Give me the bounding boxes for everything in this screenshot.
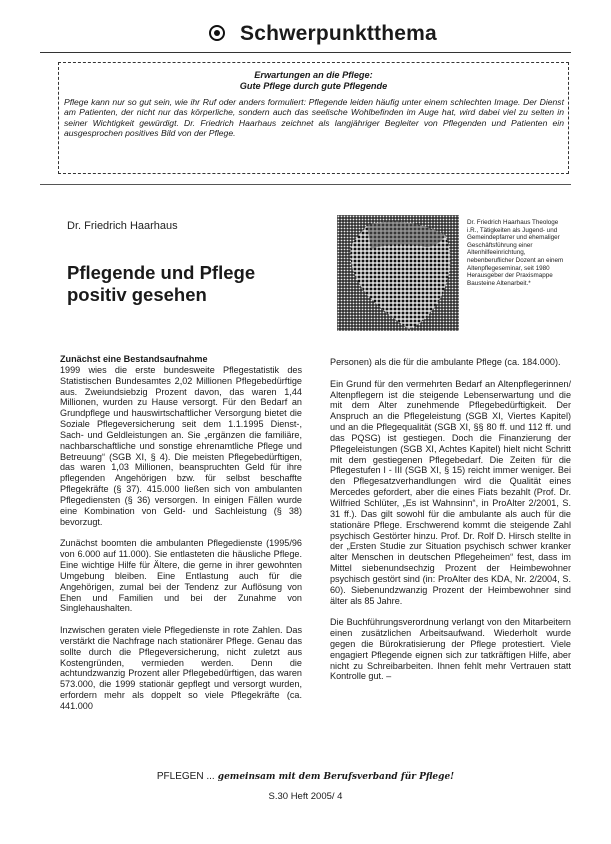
target-icon (209, 25, 225, 41)
subheading: Zunächst eine Bestandsaufnahme (60, 354, 208, 364)
section-title: Schwerpunktthema (240, 22, 437, 45)
intro-title-line2: Gute Pflege durch gute Pflegende (239, 81, 388, 91)
paragraph: 1999 wies die erste bundesweite Pflegestatistik des Statistischen Bundesamtes 2,02 Millionen Pflegebedürftige aus. Zweiundsiebzig Prozent davon, das waren 1,44 Millionen, wurden zu Hause versorgt. Für den Bedarf an Grundpflege und hauswirtschaftlicher Versorgung bietet die Soziale Pflegeversicherung seit dem 1.1.1995 Dienst-, Sach- und Geldleistungen an. Sie „ergänzen die familiäre, nachbarschaftliche und sonstige ehrenamtliche Pflege und Betreuung“ (SGB XI, § 4). Die meisten Pflegebedürftigen, das waren 1,03 Millionen, beanspruchten Geld für ihre pflegenden Angehörigen bzw. für selbst beschaffte Pflegekräfte (§ 37). 415.000 ließen sich von ambulanten Pflegediensten (§ 36) versorgen. In einigen Fällen wurde eine Kombination von Geld- und Sachleistung (§ 38) bevorzugt. (60, 364, 302, 527)
paragraph: Inzwischen geraten viele Pflegedienste in rote Zahlen. Das verstärkt die Nachfrage nach stationärer Pflege. Genau das sollte durch die Pflegeversicherung, nicht zuletzt aus Kostengründen, vermieden werden. Denn die achtundzwanzig Prozent aller Pflegebedürftigen, das waren 573.000, die 1999 stationär gepflegt und versorgt wurden, erfordern mehr als doppelt so viele Pflegekräfte (ca. 441.000 (60, 625, 302, 711)
author-name: Dr. Friedrich Haarhaus (67, 220, 178, 232)
column-left (60, 354, 302, 723)
footer-prefix: PFLEGEN ... (156, 771, 215, 782)
paragraph: Personen) als die für die ambulante Pflege (ca. 184.000). (330, 357, 561, 367)
photo-caption: Dr. Friedrich Haarhaus Theologe i.R., Tätigkeiten als Jugend- und Gemeindepfarrer und ehemaliger Geschäftsführung einer Altenhilfeeinrichtung, nebenberuflicher Dozent an einem Altenpflegeseminar, seit 1980 Herausgeber der Praxismappe Bausteine Altenarbeit.* (467, 219, 564, 287)
author-photo (337, 215, 459, 331)
page-number: S.30 Heft 2005/ 4 (268, 791, 343, 802)
header-rule (40, 52, 571, 53)
intro-rule (40, 184, 571, 185)
column-right (330, 357, 571, 693)
paragraph: Ein Grund für den vermehrten Bedarf an Altenpflegerinnen/ Altenpflegern ist die steigende Lebenserwartung und die mit dem Alter zunehmende Pflegebedürftigkeit. Der Anspruch an die Pflegeleistung (SGB XI, Viertes Kapitel) und an die Pflegequalität (SGB XI, §§ 80 ff. und 112 ff. und das PQSG) ist gestiegen. Doch die Finanzierung der Pflegeleistungen (SGB XI, Achtes Kapitel) hielt nicht Schritt mit dem gestiegenen Pflegebedarf. Die Zeiten für die Pflegestufen I - III (SGB XI, § 15) reicht immer weniger. Bei den Pflegesatzverhandlungen wird die Qualität eines Mercedes gefordert, aber die eines Fiats bezahlt (Prof. Dr. Wilfried Schlüter, „Es ist Wahnsinn“, in ProAlter 2/2001, S. 31 ff.). Das gilt sowohl für die ambulante als auch für die stationäre Pflege. Erschwerend kommt die steigende Zahl psychisch Gestörter hinzu. Prof. Dr. Rolf D. Hirsch stellte in der „Ersten Studie zur Situation psychisch schwer kranker alter Menschen in deutschen Pflegeheimen“ fest, dass im Mittel siebenundsechzig Prozent der Heimbewohner psychisch gestört sind (in: ProAlter des KDA, Nr. 2/2004, S. 60). Siebenundzwanzig Prozent der Heimbewohner sind älter als 85 Jahre. (330, 378, 571, 606)
paragraph: Die Buchführungsverordnung verlangt von den Mitarbeitern einen zusätzlichen Arbeitsaufwand. Wiederholt wurde gegen die Bürokratisierung der Pflege protestiert. Viele engagiert Pflegende eignen sich zur tatkräftigen Hilfe, aber nicht zu Schreibarbeiten. Ihnen fehlt mehr Vertrauen statt Kontrolle gut. – (330, 617, 571, 682)
footer-slogan (0, 771, 611, 782)
paragraph: Zunächst boomten die ambulanten Pflegedienste (1995/96 von 6.000 auf 11.000). Sie entlasteten die häusliche Pflege. Eine wichtige Hilfe für Ältere, die gerne in ihrer gewohnten Umgebung bleiben. Eine Entlastung auch für die Angehörigen, zumal bei der Tendenz zur Auflösung von Ehen und Familien und bei der Zunahme von Singlehaushalten. (60, 538, 302, 614)
intro-text: Pflege kann nur so gut sein, wie ihr Ruf oder anders formuliert: Pflegende leiden häufig unter einem schlechten Image. Der Dienst am Patienten, der nicht nur das körperliche, sondern auch das seelische Wohlbefinden im Auge hat, wird dabei viel zu selten in seiner Wichtigkeit gewürdigt. Dr. Friedrich Haarhaus zeichnet als langjähriger Begleiter von Pflegenden und Patienten ein ausgesprochen positives Bild von der Pflege. (64, 97, 564, 139)
intro-box (58, 62, 569, 174)
article-title: Pflegende und Pflege positiv gesehen (67, 262, 256, 305)
intro-title-line1: Erwartungen an die Pflege: (254, 70, 373, 80)
footer-slogan-text: gemeinsam mit dem Berufsverband für Pflege! (214, 772, 455, 782)
